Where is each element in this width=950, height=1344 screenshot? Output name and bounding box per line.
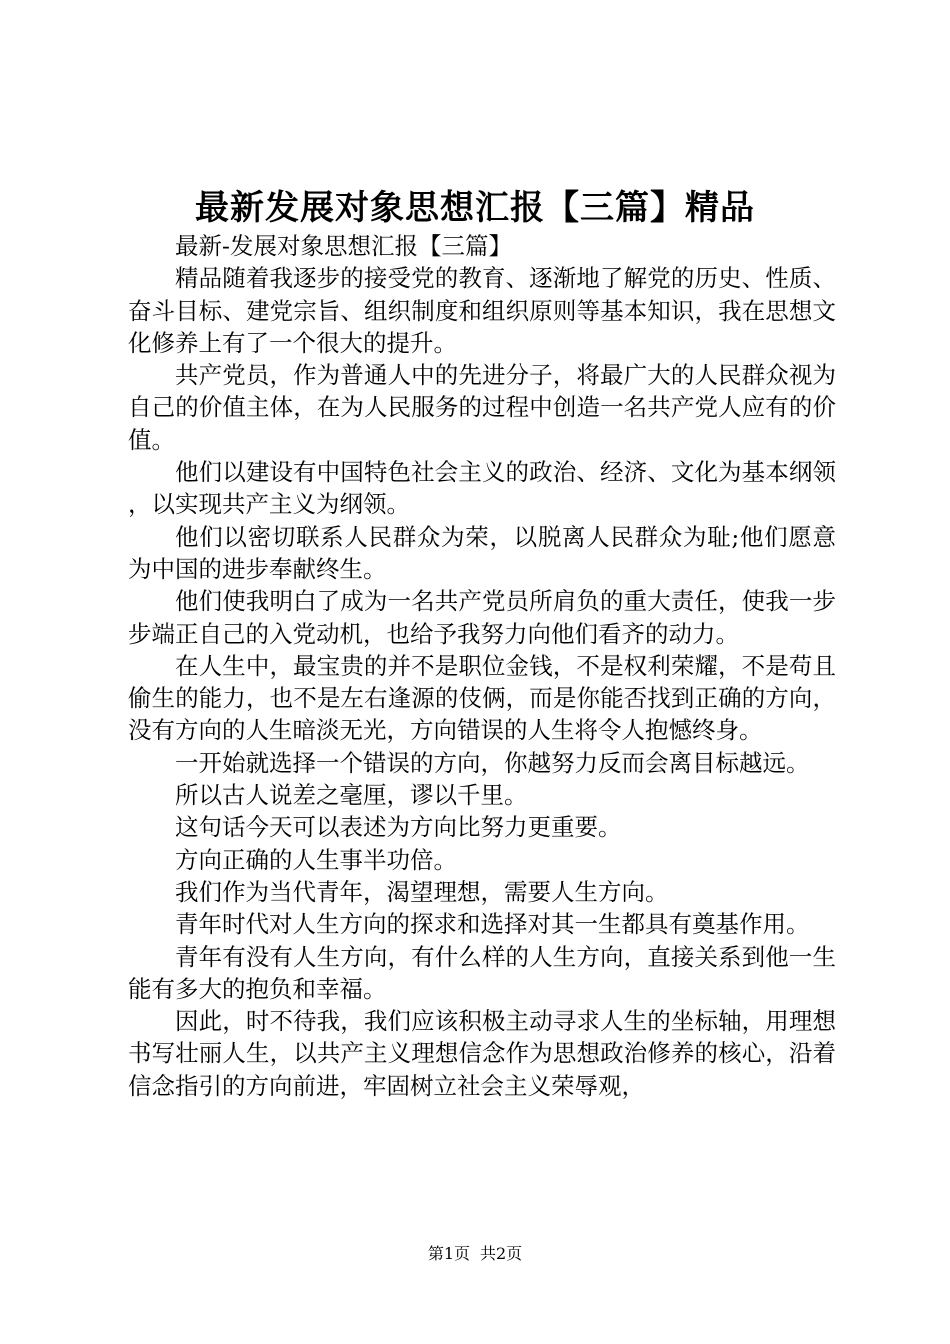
paragraph: 方向正确的人生事半功倍。 (175, 845, 457, 874)
paragraph: 我们作为当代青年，渴望理想，需要人生方向。 (175, 877, 669, 906)
page-number: 第1页 (427, 1244, 470, 1263)
paragraph: 青年时代对人生方向的探求和选择对其一生都具有奠基作用。 (175, 910, 810, 939)
paragraph: 共产党员，作为普通人中的先进分子，将最广大的人民群众视为自己的价值主体，在为人民服务的过程中创造一名共产党人应有的价值。 (128, 361, 836, 454)
paragraph: 青年有没有人生方向，有什么样的人生方向，直接关系到他一生能有多大的抱负和幸福。 (128, 942, 836, 1003)
paragraph: 他们以密切联系人民群众为荣，以脱离人民群众为耻;他们愿意为中国的进步奉献终生。 (128, 522, 836, 583)
document-body (128, 230, 836, 1102)
paragraph: 他们使我明白了成为一名共产党员所肩负的重大责任，使我一步步端正自己的入党动机，也给予我努力向他们看齐的动力。 (128, 587, 836, 648)
paragraph: 精品随着我逐步的接受党的教育、逐渐地了解党的历史、性质、奋斗目标、建党宗旨、组织制度和组织原则等基本知识，我在思想文化修养上有了一个很大的提升。 (128, 264, 836, 357)
page-footer (0, 1243, 950, 1265)
paragraph: 因此，时不待我，我们应该积极主动寻求人生的坐标轴，用理想书写壮丽人生，以共产主义理想信念作为思想政治修养的核心，沿着信念指引的方向前进，牢固树立社会主义荣辱观， (128, 1007, 836, 1100)
paragraph: 一开始就选择一个错误的方向，你越努力反而会离目标越远。 (175, 748, 810, 777)
page-total: 共2页 (480, 1244, 523, 1263)
paragraph: 最新-发展对象思想汇报【三篇】 (175, 232, 512, 260)
document-title: 最新发展对象思想汇报【三篇】精品 (195, 188, 755, 228)
paragraph: 在人生中，最宝贵的并不是职位金钱，不是权利荣耀，不是苟且偷生的能力，也不是左右逢源的伎俩，而是你能否找到正确的方向，没有方向的人生暗淡无光，方向错误的人生将令人抱憾终身。 (128, 651, 836, 745)
paragraph: 他们以建设有中国特色社会主义的政治、经济、文化为基本纲领，以实现共产主义为纲领。 (128, 458, 836, 519)
paragraph: 这句话今天可以表述为方向比努力更重要。 (175, 813, 622, 842)
paragraph: 所以古人说差之毫厘，谬以千里。 (175, 781, 528, 810)
